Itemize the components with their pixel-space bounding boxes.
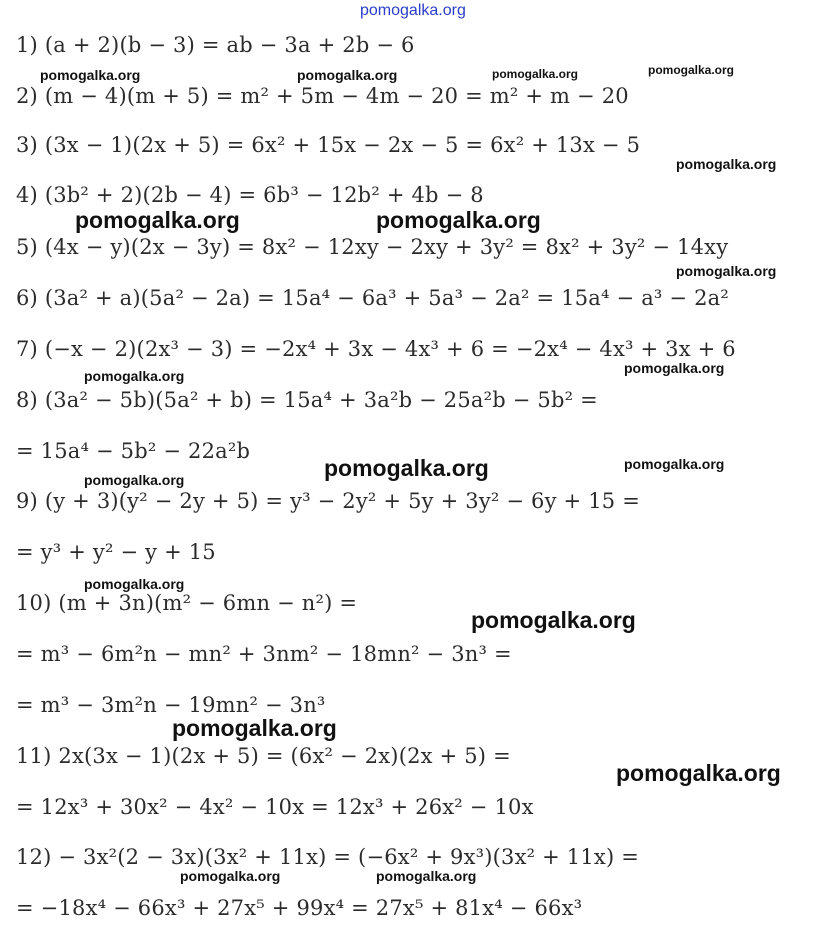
- watermark: pomogalka.org: [75, 207, 240, 233]
- equation-line-10: 10) (m + 3n)(m² − 6mn − n²) =: [16, 591, 358, 615]
- watermark: pomogalka.org: [297, 67, 398, 83]
- equation-line-3: 3) (3x − 1)(2x + 5) = 6x² + 15x − 2x − 5 = 6x² + 13x − 5: [16, 133, 641, 157]
- watermark: pomogalka.org: [624, 456, 725, 472]
- watermark-link[interactable]: pomogalka.org: [360, 2, 466, 19]
- equation-line-11-cont: = 12x³ + 30x² − 4x² − 10x = 12x³ + 26x² − 10x: [16, 795, 534, 819]
- equation-line-11: 11) 2x(3x − 1)(2x + 5) = (6x² − 2x)(2x + 5) =: [16, 744, 511, 768]
- watermark: pomogalka.org: [376, 868, 477, 884]
- equation-line-9-cont: = y³ + y² − y + 15: [16, 540, 216, 564]
- watermark: pomogalka.org: [40, 67, 141, 83]
- watermark: pomogalka.org: [492, 67, 579, 81]
- equation-line-5: 5) (4x − y)(2x − 3y) = 8x² − 12xy − 2xy + 3y² = 8x² + 3y² − 14xy: [16, 235, 729, 259]
- equation-line-10-cont-1: = m³ − 6m²n − mn² + 3nm² − 18mn² − 3n³ =: [16, 642, 512, 666]
- watermark: pomogalka.org: [624, 360, 725, 376]
- watermark: pomogalka.org: [676, 263, 777, 279]
- equation-line-12: 12) − 3x²(2 − 3x)(3x² + 11x) = (−6x² + 9x³)(3x² + 11x) =: [16, 845, 640, 869]
- equation-line-1: 1) (a + 2)(b − 3) = ab − 3a + 2b − 6: [16, 33, 415, 57]
- equation-line-9: 9) (y + 3)(y² − 2y + 5) = y³ − 2y² + 5y + 3y² − 6y + 15 =: [16, 489, 641, 513]
- equation-line-8: 8) (3a² − 5b)(5a² + b) = 15a⁴ + 3a²b − 25a²b − 5b² =: [16, 388, 598, 412]
- equation-line-10-cont-2: = m³ − 3m²n − 19mn² − 3n³: [16, 693, 326, 717]
- watermark: pomogalka.org: [471, 607, 636, 633]
- watermark: pomogalka.org: [172, 715, 337, 741]
- watermark: pomogalka.org: [676, 156, 777, 172]
- equation-line-7: 7) (−x − 2)(2x³ − 3) = −2x⁴ + 3x − 4x³ + 6 = −2x⁴ − 4x³ + 3x + 6: [16, 337, 736, 361]
- watermark: pomogalka.org: [376, 207, 541, 233]
- watermark: pomogalka.org: [616, 760, 781, 786]
- equation-line-8-cont: = 15a⁴ − 5b² − 22a²b: [16, 439, 251, 463]
- watermark: pomogalka.org: [324, 455, 489, 481]
- watermark: pomogalka.org: [84, 576, 185, 592]
- equation-line-12-cont: = −18x⁴ − 66x³ + 27x⁵ + 99x⁴ = 27x⁵ + 81x⁴ − 66x³: [16, 896, 583, 920]
- watermark: pomogalka.org: [648, 63, 735, 77]
- watermark: pomogalka.org: [180, 868, 281, 884]
- equation-line-6: 6) (3a² + a)(5a² − 2a) = 15a⁴ − 6a³ + 5a³ − 2a² = 15a⁴ − a³ − 2a²: [16, 286, 729, 310]
- equation-line-2: 2) (m − 4)(m + 5) = m² + 5m − 4m − 20 = m² + m − 20: [16, 84, 629, 108]
- watermark: pomogalka.org: [84, 472, 185, 488]
- watermark: pomogalka.org: [84, 368, 185, 384]
- equation-line-4: 4) (3b² + 2)(2b − 4) = 6b³ − 12b² + 4b − 8: [16, 183, 484, 207]
